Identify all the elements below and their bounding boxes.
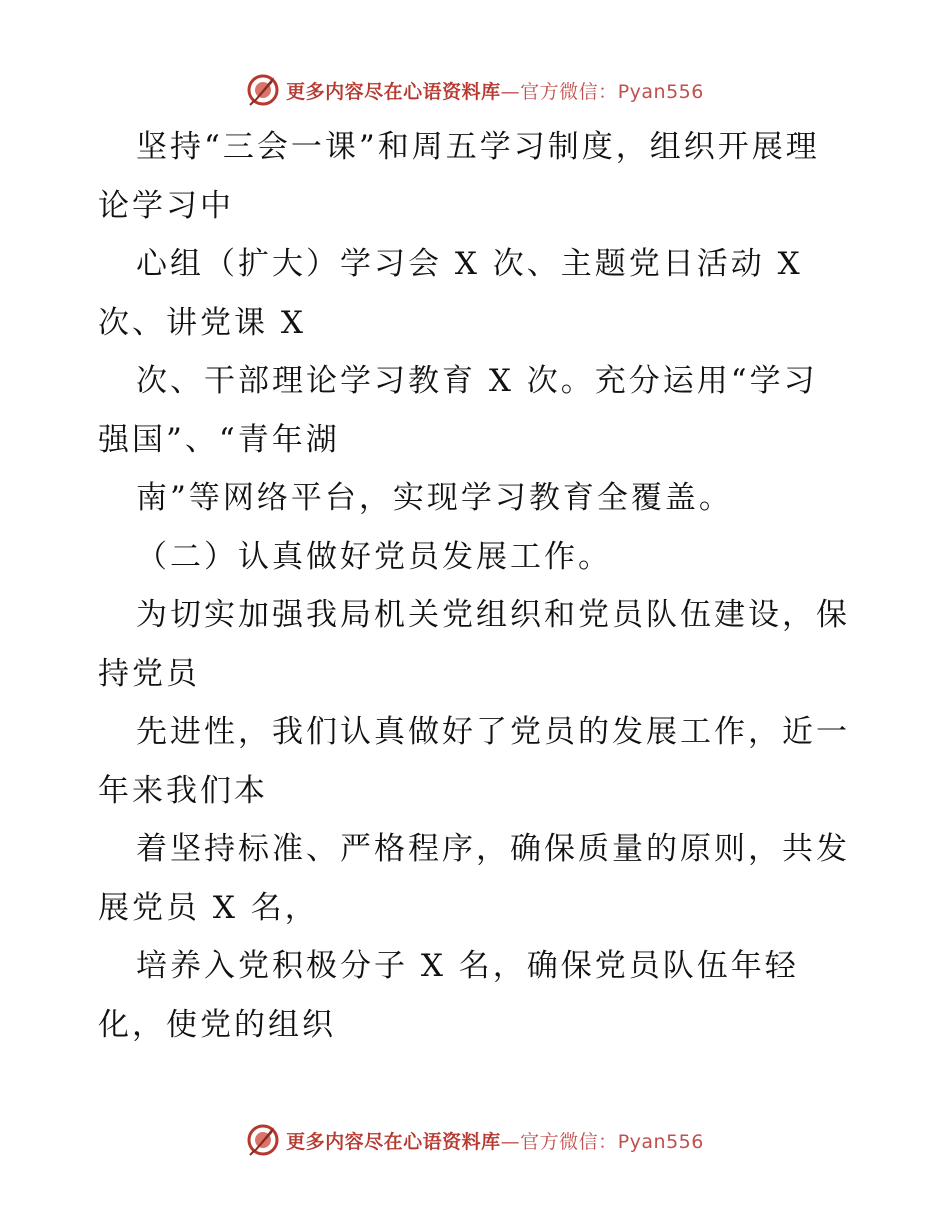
body-line: 展党员 X 名， (98, 889, 319, 926)
body-line: 次、干部理论学习教育 X 次。充分运用“学习 (136, 363, 818, 399)
header-wechat-label: 官方微信： (520, 80, 618, 103)
body-line: 论学习中 (98, 187, 234, 224)
header-banner-text (286, 77, 704, 104)
footer-dash: — (500, 1130, 521, 1153)
document-body (98, 118, 868, 1054)
footer-site-text: 更多内容尽在心语资料库 (286, 1130, 501, 1153)
body-line: 持党员 (98, 655, 200, 692)
body-line: 为切实加强我局机关党组织和党员队伍建设，保 (136, 597, 850, 633)
body-line: 着坚持标准、严格程序，确保质量的原则，共发 (136, 831, 850, 867)
body-line: 培养入党积极分子 X 名，确保党员队伍年轻 (136, 948, 799, 984)
body-line: 化，使党的组织 (98, 1006, 336, 1043)
body-line: 年来我们本 (98, 772, 268, 809)
header-dash: — (500, 80, 521, 103)
footer-wechat-label: 官方微信： (520, 1130, 618, 1153)
header-banner (0, 70, 950, 110)
body-line: 南”等网络平台，实现学习教育全覆盖。 (136, 480, 733, 516)
body-line: （二）认真做好党员发展工作。 (136, 538, 612, 575)
body-line: 先进性，我们认真做好了党员的发展工作，近一 (136, 714, 850, 750)
footer-wechat-id: Pyan556 (617, 1130, 704, 1153)
footer-banner-text (286, 1127, 704, 1154)
body-line: 强国”、“青年湖 (98, 421, 340, 458)
quill-pen-logo-icon (246, 1123, 280, 1157)
body-line: 次、讲党课 X (98, 304, 306, 341)
footer-banner (0, 1120, 950, 1160)
header-wechat-id: Pyan556 (617, 80, 704, 103)
body-line: 心组（扩大）学习会 X 次、主题党日活动 X (136, 246, 803, 282)
quill-pen-logo-icon (246, 73, 280, 107)
header-site-text: 更多内容尽在心语资料库 (286, 80, 501, 103)
body-line: 坚持“三会一课”和周五学习制度，组织开展理 (136, 129, 820, 165)
